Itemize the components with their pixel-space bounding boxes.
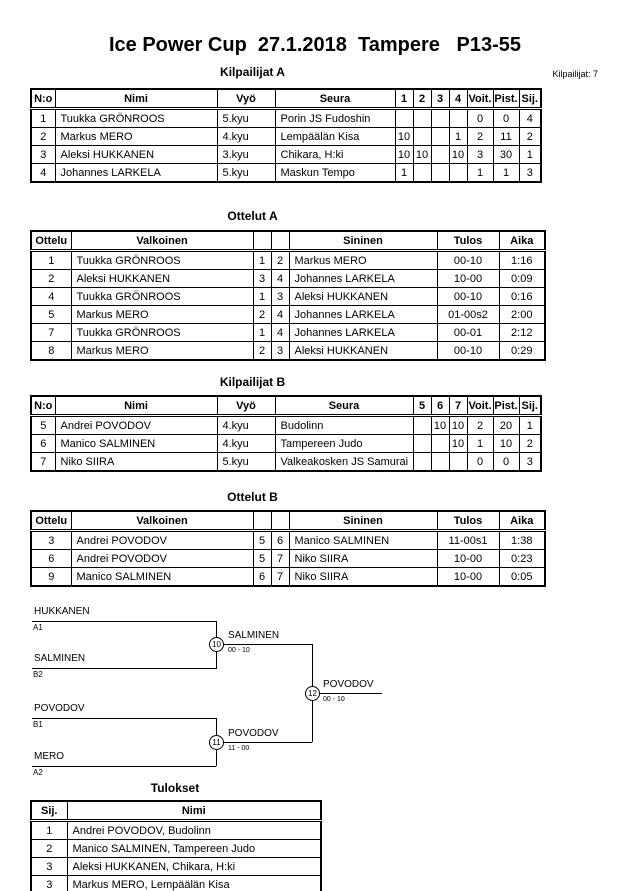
col-header: 1 — [395, 89, 413, 109]
cell-score-5 — [413, 416, 431, 435]
col-header: Pist. — [493, 396, 519, 416]
bracket-line — [32, 668, 216, 669]
cell-sij: 2 — [31, 840, 67, 858]
cell-score-3 — [431, 109, 449, 128]
col-header: Sij. — [31, 801, 67, 821]
bracket-seed: B2 — [33, 670, 43, 679]
cell-nimi: Manico SALMINEN — [55, 435, 217, 453]
col-header: N:o — [31, 396, 55, 416]
bracket-score: 00 - 10 — [228, 647, 250, 654]
cell-ottelu: 2 — [31, 270, 71, 288]
cell-pist: 10 — [493, 435, 519, 453]
bracket-score: 11 - 00 — [228, 745, 250, 752]
result-row — [31, 840, 321, 858]
bracket-winner-name: POVODOV — [228, 728, 279, 739]
ottelut-a-heading: Ottelut A — [227, 209, 278, 223]
col-header: Voit. — [467, 396, 493, 416]
cell-valkoinen: Markus MERO — [71, 306, 253, 324]
col-header: Valkoinen — [71, 231, 253, 251]
cell-valkoinen: Manico SALMINEN — [71, 568, 253, 587]
cell-nimi: Andrei POVODOV — [55, 416, 217, 435]
result-row — [31, 876, 321, 891]
cell-vyo: 4.kyu — [217, 416, 275, 435]
cell-aika: 1:38 — [499, 531, 545, 550]
bracket-seed: A2 — [33, 768, 43, 777]
tulokset-heading: Tulokset — [150, 781, 200, 795]
cell-seura: Tampereen Judo — [275, 435, 413, 453]
cell-score-3 — [431, 128, 449, 146]
table-header-row — [31, 396, 541, 416]
cell-pist: 30 — [493, 146, 519, 164]
cell-no: 5 — [31, 416, 55, 435]
bracket-line — [32, 621, 216, 622]
cell-valkoinen-no: 1 — [253, 324, 271, 342]
cell-valkoinen: Tuukka GRÖNROOS — [71, 251, 253, 270]
cell-tulos: 10-00 — [437, 568, 499, 587]
elimination-bracket — [30, 603, 600, 779]
cell-sij: 1 — [519, 416, 541, 435]
competitor-row — [31, 435, 541, 453]
col-header: Seura — [275, 396, 413, 416]
cell-sij: 3 — [31, 876, 67, 891]
cell-sininen-no: 7 — [271, 550, 289, 568]
cell-vyo: 3.kyu — [217, 146, 275, 164]
cell-valkoinen: Tuukka GRÖNROOS — [71, 288, 253, 306]
cell-vyo: 5.kyu — [217, 109, 275, 128]
competitor-row — [31, 109, 541, 128]
match-number-badge: 12 — [305, 686, 320, 701]
cell-score-4: 1 — [449, 128, 467, 146]
cell-score-4 — [449, 164, 467, 183]
ottelut-a-table — [30, 230, 546, 361]
col-header: Valkoinen — [71, 511, 253, 531]
cell-score-1 — [395, 109, 413, 128]
cell-aika: 0:09 — [499, 270, 545, 288]
cell-aika: 0:05 — [499, 568, 545, 587]
bracket-line — [32, 766, 216, 767]
cell-sininen: Aleksi HUKKANEN — [289, 288, 437, 306]
cell-sij: 3 — [31, 858, 67, 876]
competitor-row — [31, 453, 541, 472]
match-number-badge: 11 — [209, 735, 224, 750]
cell-valkoinen-no: 2 — [253, 342, 271, 361]
cell-nimi: Markus MERO, Lempäälän Kisa — [67, 876, 321, 891]
col-header: Tulos — [437, 231, 499, 251]
cell-sininen: Niko SIIRA — [289, 550, 437, 568]
cell-sij: 1 — [519, 146, 541, 164]
col-header: 5 — [413, 396, 431, 416]
col-header: Sininen — [289, 511, 437, 531]
col-header: Voit. — [467, 89, 493, 109]
cell-no: 2 — [31, 128, 55, 146]
cell-sininen-no: 4 — [271, 270, 289, 288]
cell-valkoinen-no: 6 — [253, 568, 271, 587]
col-header: Vyö — [217, 396, 275, 416]
cell-sininen-no: 3 — [271, 288, 289, 306]
match-row — [31, 324, 545, 342]
match-row — [31, 306, 545, 324]
cell-seura: Porin JS Fudoshin — [275, 109, 395, 128]
cell-sininen: Johannes LARKELA — [289, 270, 437, 288]
result-row — [31, 858, 321, 876]
cell-vyo: 5.kyu — [217, 453, 275, 472]
cell-sininen: Johannes LARKELA — [289, 324, 437, 342]
cell-valkoinen-no: 2 — [253, 306, 271, 324]
cell-score-1: 10 — [395, 146, 413, 164]
cell-score-3 — [431, 164, 449, 183]
col-header: 3 — [431, 89, 449, 109]
col-header: Nimi — [67, 801, 321, 821]
col-header: Seura — [275, 89, 395, 109]
cell-tulos: 00-10 — [437, 342, 499, 361]
cell-pist: 0 — [493, 453, 519, 472]
cell-voit: 3 — [467, 146, 493, 164]
cell-score-5 — [413, 435, 431, 453]
cell-ottelu: 8 — [31, 342, 71, 361]
col-header — [271, 231, 289, 251]
cell-score-6 — [431, 435, 449, 453]
cell-valkoinen-no: 3 — [253, 270, 271, 288]
cell-seura: Lempäälän Kisa — [275, 128, 395, 146]
col-header: Ottelu — [31, 511, 71, 531]
col-header — [253, 511, 271, 531]
cell-seura: Budolinn — [275, 416, 413, 435]
cell-score-7 — [449, 453, 467, 472]
bracket-line — [312, 693, 382, 694]
col-header: Tulos — [437, 511, 499, 531]
cell-score-4: 10 — [449, 146, 467, 164]
table-header-row — [31, 801, 321, 821]
cell-score-6: 10 — [431, 416, 449, 435]
tulokset-table — [30, 800, 322, 891]
cell-tulos: 10-00 — [437, 550, 499, 568]
col-header: Nimi — [55, 89, 217, 109]
bracket-player-name: HUKKANEN — [34, 606, 90, 617]
result-row — [31, 821, 321, 840]
bracket-score: 00 - 10 — [323, 696, 345, 703]
cell-nimi: Manico SALMINEN, Tampereen Judo — [67, 840, 321, 858]
col-header: Aika — [499, 511, 545, 531]
col-header: Ottelu — [31, 231, 71, 251]
cell-valkoinen-no: 5 — [253, 550, 271, 568]
cell-sij: 3 — [519, 453, 541, 472]
cell-tulos: 11-00s1 — [437, 531, 499, 550]
bracket-line — [32, 718, 216, 719]
cell-sij: 3 — [519, 164, 541, 183]
cell-no: 6 — [31, 435, 55, 453]
cell-no: 7 — [31, 453, 55, 472]
cell-score-2 — [413, 164, 431, 183]
page-title: Ice Power Cup 27.1.2018 Tampere P13-55 — [108, 34, 522, 56]
bracket-seed: A1 — [33, 623, 43, 632]
cell-voit: 0 — [467, 453, 493, 472]
cell-aika: 0:23 — [499, 550, 545, 568]
col-header — [271, 511, 289, 531]
competitor-row — [31, 146, 541, 164]
bracket-seed: B1 — [33, 720, 43, 729]
cell-score-6 — [431, 453, 449, 472]
col-header: 4 — [449, 89, 467, 109]
ottelut-b-heading: Ottelut B — [227, 490, 278, 504]
cell-sininen: Markus MERO — [289, 251, 437, 270]
match-number-badge: 10 — [209, 637, 224, 652]
competitor-row — [31, 164, 541, 183]
cell-nimi: Aleksi HUKKANEN, Chikara, H:ki — [67, 858, 321, 876]
col-header: Sij. — [519, 396, 541, 416]
col-header: Vyö — [217, 89, 275, 109]
col-header: Nimi — [55, 396, 217, 416]
ottelut-b-table — [30, 510, 546, 587]
cell-seura: Maskun Tempo — [275, 164, 395, 183]
cell-tulos: 00-10 — [437, 251, 499, 270]
match-row — [31, 270, 545, 288]
cell-vyo: 5.kyu — [217, 164, 275, 183]
col-header: Sininen — [289, 231, 437, 251]
cell-valkoinen: Andrei POVODOV — [71, 531, 253, 550]
col-header: 6 — [431, 396, 449, 416]
cell-no: 1 — [31, 109, 55, 128]
match-row — [31, 568, 545, 587]
col-header: 2 — [413, 89, 431, 109]
cell-tulos: 10-00 — [437, 270, 499, 288]
cell-valkoinen: Markus MERO — [71, 342, 253, 361]
cell-aika: 0:29 — [499, 342, 545, 361]
cell-score-1: 1 — [395, 164, 413, 183]
cell-aika: 0:16 — [499, 288, 545, 306]
cell-sij: 4 — [519, 109, 541, 128]
bracket-player-name: MERO — [34, 751, 64, 762]
cell-valkoinen-no: 5 — [253, 531, 271, 550]
col-header: Pist. — [493, 89, 519, 109]
cell-valkoinen: Andrei POVODOV — [71, 550, 253, 568]
cell-pist: 20 — [493, 416, 519, 435]
cell-voit: 0 — [467, 109, 493, 128]
col-header: N:o — [31, 89, 55, 109]
cell-score-1: 10 — [395, 128, 413, 146]
cell-pist: 0 — [493, 109, 519, 128]
cell-voit: 2 — [467, 416, 493, 435]
cell-sininen: Aleksi HUKKANEN — [289, 342, 437, 361]
cell-score-2: 10 — [413, 146, 431, 164]
col-header: 7 — [449, 396, 467, 416]
cell-aika: 1:16 — [499, 251, 545, 270]
cell-sij: 2 — [519, 435, 541, 453]
cell-sij: 1 — [31, 821, 67, 840]
cell-score-2 — [413, 128, 431, 146]
cell-sininen: Johannes LARKELA — [289, 306, 437, 324]
cell-nimi: Aleksi HUKKANEN — [55, 146, 217, 164]
cell-score-4 — [449, 109, 467, 128]
cell-ottelu: 1 — [31, 251, 71, 270]
table-header-row — [31, 511, 545, 531]
cell-tulos: 00-10 — [437, 288, 499, 306]
cell-score-3 — [431, 146, 449, 164]
col-header: Aika — [499, 231, 545, 251]
competitor-row — [31, 128, 541, 146]
cell-pist: 11 — [493, 128, 519, 146]
cell-ottelu: 6 — [31, 550, 71, 568]
cell-nimi: Johannes LARKELA — [55, 164, 217, 183]
cell-sininen-no: 4 — [271, 324, 289, 342]
cell-valkoinen: Tuukka GRÖNROOS — [71, 324, 253, 342]
cell-sininen-no: 6 — [271, 531, 289, 550]
cell-aika: 2:12 — [499, 324, 545, 342]
bracket-player-name: POVODOV — [34, 703, 85, 714]
cell-nimi: Tuukka GRÖNROOS — [55, 109, 217, 128]
cell-sininen-no: 3 — [271, 342, 289, 361]
kilpailijat-b-heading: Kilpailijat B — [219, 375, 286, 389]
match-row — [31, 288, 545, 306]
cell-no: 3 — [31, 146, 55, 164]
table-header-row — [31, 231, 545, 251]
bracket-winner-name: POVODOV — [323, 679, 374, 690]
cell-ottelu: 3 — [31, 531, 71, 550]
cell-sininen: Manico SALMINEN — [289, 531, 437, 550]
cell-score-2 — [413, 109, 431, 128]
cell-nimi: Andrei POVODOV, Budolinn — [67, 821, 321, 840]
cell-voit: 2 — [467, 128, 493, 146]
cell-score-5 — [413, 453, 431, 472]
cell-no: 4 — [31, 164, 55, 183]
cell-nimi: Markus MERO — [55, 128, 217, 146]
bracket-line — [216, 742, 312, 743]
kilpailijat-a-heading: Kilpailijat A — [220, 65, 285, 79]
cell-tulos: 01-00s2 — [437, 306, 499, 324]
cell-sininen-no: 4 — [271, 306, 289, 324]
cell-sininen-no: 2 — [271, 251, 289, 270]
cell-sininen: Niko SIIRA — [289, 568, 437, 587]
cell-valkoinen-no: 1 — [253, 251, 271, 270]
cell-nimi: Niko SIIRA — [55, 453, 217, 472]
col-header: Sij. — [519, 89, 541, 109]
match-row — [31, 251, 545, 270]
cell-vyo: 4.kyu — [217, 435, 275, 453]
cell-vyo: 4.kyu — [217, 128, 275, 146]
cell-tulos: 00-01 — [437, 324, 499, 342]
col-header — [253, 231, 271, 251]
cell-seura: Valkeakosken JS Samurai — [275, 453, 413, 472]
cell-ottelu: 9 — [31, 568, 71, 587]
cell-valkoinen-no: 1 — [253, 288, 271, 306]
cell-pist: 1 — [493, 164, 519, 183]
cell-score-7: 10 — [449, 416, 467, 435]
table-header-row — [31, 89, 541, 109]
bracket-player-name: SALMINEN — [34, 653, 86, 664]
cell-valkoinen: Aleksi HUKKANEN — [71, 270, 253, 288]
cell-aika: 2:00 — [499, 306, 545, 324]
competitors-count: Kilpailijat: 7 — [552, 69, 598, 79]
cell-ottelu: 7 — [31, 324, 71, 342]
cell-ottelu: 5 — [31, 306, 71, 324]
cell-voit: 1 — [467, 435, 493, 453]
match-row — [31, 342, 545, 361]
cell-voit: 1 — [467, 164, 493, 183]
bracket-line — [216, 644, 312, 645]
cell-ottelu: 4 — [31, 288, 71, 306]
cell-seura: Chikara, H:ki — [275, 146, 395, 164]
match-row — [31, 550, 545, 568]
cell-sininen-no: 7 — [271, 568, 289, 587]
competitor-row — [31, 416, 541, 435]
cell-sij: 2 — [519, 128, 541, 146]
kilpailijat-a-table — [30, 88, 542, 183]
match-row — [31, 531, 545, 550]
bracket-winner-name: SALMINEN — [228, 630, 280, 641]
cell-score-7: 10 — [449, 435, 467, 453]
kilpailijat-b-table — [30, 395, 542, 472]
